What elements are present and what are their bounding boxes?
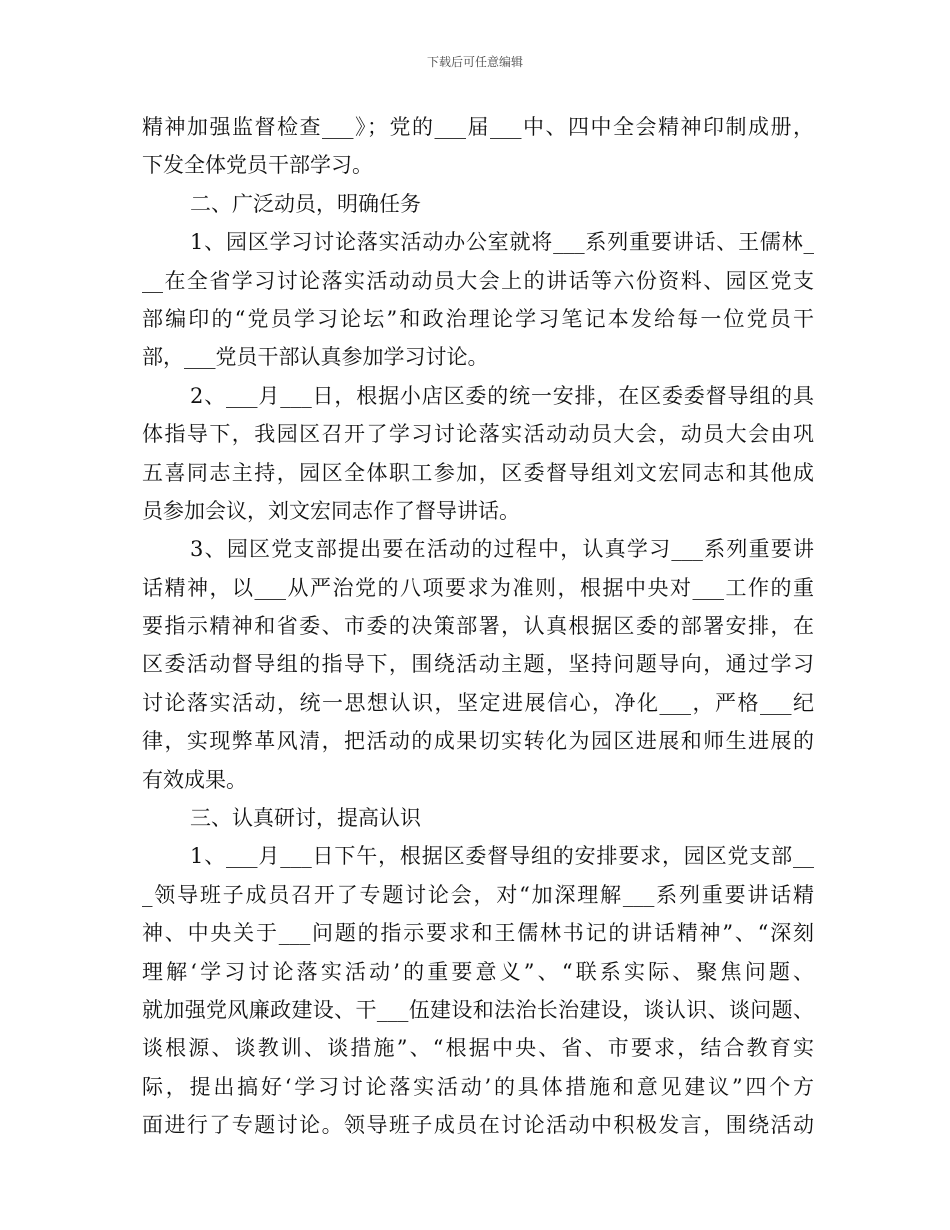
text-line: 要指示精神和省委、市委的决策部署，认真根据区委的部署安排，在 xyxy=(142,614,814,639)
text-line: 三、认真研讨，提高认识 xyxy=(190,806,421,831)
text-line: 2、___月___日，根据小店区委的统一安排，在区委委督导组的具 xyxy=(190,383,814,408)
text-line: 部，___党员干部认真参加学习讨论。 xyxy=(142,345,489,370)
text-line: 有效成果。 xyxy=(142,767,247,792)
text-line: 二、广泛动员，明确任务 xyxy=(190,191,421,216)
text-line: 神、中央关于___问题的指示要求和王儒林书记的讲话精神”、“深刻 xyxy=(142,921,814,946)
text-line: 律，实现弊革风清，把活动的成果切实转化为园区进展和师生进展的 xyxy=(142,729,814,754)
text-line: 体指导下，我园区召开了学习讨论落实活动动员大会，动员大会由巩 xyxy=(142,422,814,447)
text-line: 就加强党风廉政建设、干___伍建设和法治长治建设，谈认识、谈问题、 xyxy=(142,997,814,1022)
text-line: 精神加强监督检查___》；党的___届___中、四中全会精神印制成册， xyxy=(142,115,814,139)
document-body xyxy=(142,108,814,1145)
text-line: 五喜同志主持，园区全体职工参加，区委督导组刘文宏同志和其他成 xyxy=(142,460,814,485)
text-line: 际，提出搞好‘学习讨论落实活动’的具体措施和意见建议”四个方 xyxy=(142,1074,814,1099)
page-header: 下载后可任意编辑 xyxy=(426,55,523,69)
text-line: __在全省学习讨论落实活动动员大会上的讲话等六份资料、园区党支 xyxy=(142,268,814,293)
text-line: 区委活动督导组的指导下，围绕活动主题，坚持问题导向，通过学习 xyxy=(142,652,814,677)
text-line: 员参加会议，刘文宏同志作了督导讲话。 xyxy=(142,498,520,523)
text-line: 谈根源、谈教训、谈措施”、“根据中央、省、市要求，结合教育实 xyxy=(142,1036,814,1061)
text-line: 理解‘学习讨论落实活动’的重要意义”、“联系实际、聚焦问题、 xyxy=(142,959,814,984)
text-line: 讨论落实活动，统一思想认识，坚定进展信心，净化___，严格___纪 xyxy=(142,690,814,715)
text-line: 1、___月___日下午，根据区委督导组的安排要求，园区党支部__ xyxy=(190,844,814,869)
text-line: 1、园区学习讨论落实活动办公室就将___系列重要讲话、王儒林_ xyxy=(190,230,814,255)
text-line: 下发全体党员干部学习。 xyxy=(142,153,373,178)
text-line: 话精神，以___从严治党的八项要求为准则，根据中央对___工作的重 xyxy=(142,575,814,600)
text-line: 3、园区党支部提出要在活动的过程中，认真学习___系列重要讲 xyxy=(190,537,814,562)
text-line: _领导班子成员召开了专题讨论会，对“加深理解___系列重要讲话精 xyxy=(142,882,814,907)
text-line: 面进行了专题讨论。领导班子成员在讨论活动中积极发言，围绕活动 xyxy=(142,1113,814,1138)
text-line: 部编印的“党员学习论坛”和政治理论学习笔记本发给每一位党员干 xyxy=(142,306,814,331)
